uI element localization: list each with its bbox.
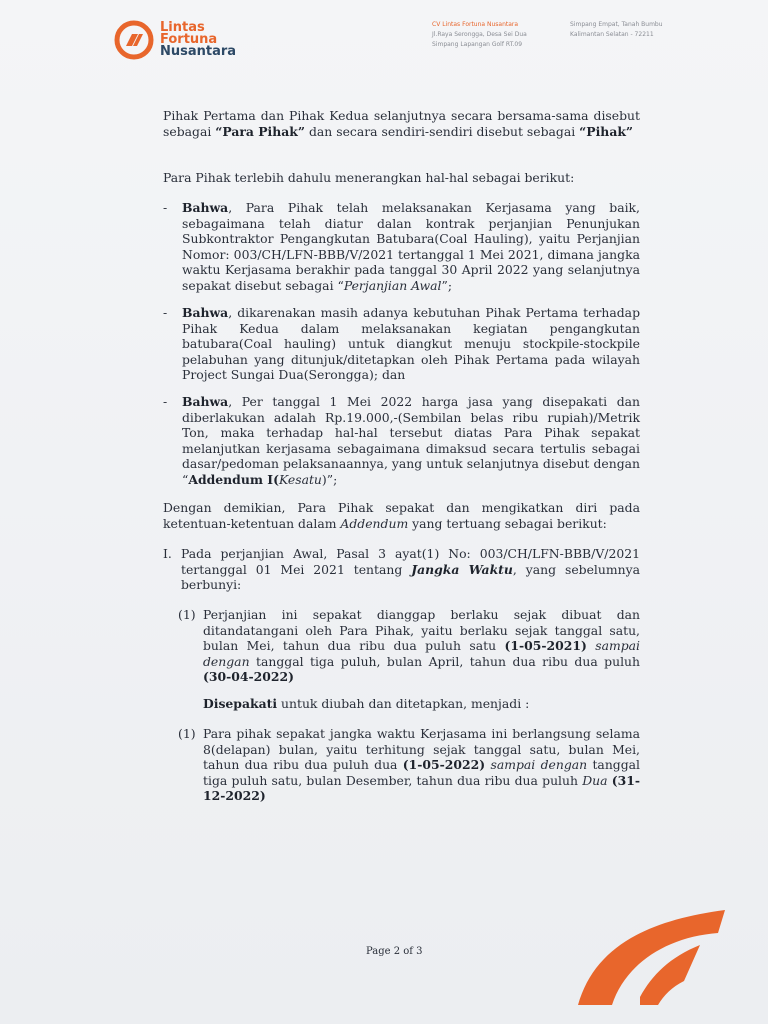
address-line-2: Simpang Lapangan Golf RT.09 (432, 41, 523, 48)
logo-ring-icon (112, 18, 156, 62)
old-clause-b: tanggal tiga puluh, bulan April, tahun dua ribu dua puluh (249, 653, 640, 669)
bullet-dash-1: - (163, 200, 168, 215)
changed-text: untuk diubah dan ditetapkan, menjadi : (277, 696, 530, 711)
company-name: CV Lintas Fortuna Nusantara (432, 21, 519, 28)
logo-wordmark (160, 22, 236, 58)
recital-2-lead: Bahwa (182, 305, 229, 320)
old-clause-text (203, 607, 640, 685)
bullet-dash-2: - (163, 305, 168, 320)
kesatu-term: Kesatu (278, 471, 322, 487)
recital-2 (182, 305, 640, 383)
new-clause-number: (1) (178, 726, 196, 741)
recital-3 (182, 394, 640, 487)
recital-3-end: )”; (321, 471, 338, 487)
new-end-date: (31-12-2022) (203, 772, 640, 803)
company-region-block (570, 20, 663, 40)
recital-1-lead: Bahwa (182, 200, 229, 215)
recital-1 (182, 200, 640, 293)
recital-3-text: , Per tanggal 1 Mei 2022 harga jasa yang disepakati dan diberlakukan adalah Rp.19.000,-(Sembilan belas ribu rupiah)/Metrik Ton, maka terhadap hal-hal tersebut diatas Para Pihak sepakat melanjutkan kerjasama sebagaimana dimaksud secara tertulis sebagai dasar/pedoman pelaksanaannya, yang untuk selanjutnya disebut dengan “ (182, 394, 640, 487)
brand-corner-mark-icon (560, 905, 730, 1005)
addendum-italic: Addendum (340, 515, 409, 531)
agreement-text: Dengan demikian, Para Pihak sepakat dan mengikatkan diri pada ketentuan-ketentuan dalam (163, 500, 640, 531)
perjanjian-awal-term: Perjanjian Awal (343, 277, 442, 293)
intro-text: Pihak Pertama dan Pihak Kedua selanjutnya secara bersama-sama disebut sebagai (163, 108, 640, 139)
item-I-text-c: , yang sebelumnya berbunyi: (181, 561, 640, 592)
item-I-text (181, 546, 640, 593)
agreement-text-2: yang tertuang sebagai berikut: (408, 515, 607, 531)
para-pihak-term: “Para Pihak” (215, 123, 306, 139)
recitals-intro: Para Pihak terlebih dahulu menerangkan hal-hal sebagai berikut: (163, 170, 575, 185)
page-number: Page 2 of 3 (366, 946, 423, 957)
old-clause-number: (1) (178, 607, 196, 622)
company-logo (112, 18, 236, 62)
changed-statement (203, 696, 640, 712)
recital-1-text: , Para Pihak telah melaksanakan Kerjasama yang baik, sebagaimana telah diatur dalan kontrak perjanjian Penunjukan Subkontraktor Pengangkutan Batubara(Coal Hauling), yaitu Perjanjian Nomor: 003/CH/LFN-BBB/V/2021 tertanggal 1 Mei 2021, dimana jangka waktu Kerjasama berakhir pada tanggal 30 April 2022 yang selanjutnya sepakat disebut sebagai “ (182, 200, 640, 293)
recital-1-end: ”; (441, 277, 453, 293)
region-line-1: Simpang Empat, Tanah Bumbu (570, 21, 663, 28)
sampai-dengan: sampai dengan (203, 638, 641, 669)
agreement-paragraph (163, 500, 640, 531)
old-end-date: (30-04-2022) (203, 669, 294, 684)
jangka-waktu-term: Jangka Waktu (411, 561, 513, 577)
new-start-date: (1-05-2022) (402, 757, 486, 772)
item-number-I: I. (163, 546, 172, 561)
addendum-paren: ( (273, 471, 279, 487)
recital-2-text: , dikarenakan masih adanya kebutuhan Pihak Pertama terhadap Pihak Kedua dalam melaksanakan kegiatan pengangkutan batubara(Coal hauling) untuk diangkut menuju stockpile-stockpile pelabuhan yang ditunjuk/ditetapkan oleh Pihak Pertama pada wilayah Project Sungai Dua(Serongga); dan (182, 305, 640, 382)
new-clause-a: Para pihak sepakat jangka waktu Kerjasama ini berlangsung selama 8(delapan) bulan, yaitu terhitung sejak tanggal satu, bulan Mei, tahun dua ribu dua puluh dua (203, 726, 640, 772)
pihak-term: “Pihak” (579, 123, 634, 139)
intro-text-2: dan secara sendiri-sendiri disebut sebagai (305, 123, 580, 139)
logo-line-2: Fortuna (160, 32, 218, 47)
logo-line-3: Nusantara (160, 44, 237, 59)
address-line-1: Jl.Raya Serongga, Desa Sei Dua (432, 31, 527, 38)
addendum-term: Addendum I (188, 471, 274, 487)
dua-term: Dua (582, 772, 608, 788)
company-address-block (432, 20, 527, 50)
logo-line-1: Lintas (160, 20, 205, 35)
sampai-dengan-2: sampai dengan (485, 757, 588, 772)
recital-3-lead: Bahwa (182, 394, 229, 409)
old-clause-a: Perjanjian ini sepakat dianggap berlaku sejak dibuat dan ditandatangani oleh Para Pihak, yaitu berlaku sejak tanggal satu, bulan Mei, tahun dua ribu dua puluh satu (203, 607, 640, 653)
new-clause-b: tanggal tiga puluh satu, bulan Desember, tahun dua ribu dua puluh (203, 757, 641, 788)
region-line-2: Kalimantan Selatan - 72211 (570, 31, 654, 38)
intro-paragraph (163, 108, 640, 139)
item-I-text-a: Pada perjanjian Awal, Pasal 3 ayat(1) No: 003/CH/LFN-BBB/V/2021 tertanggal 01 Mei 2021 tentang (181, 546, 640, 577)
disepakati-term: Disepakati (203, 696, 278, 711)
bullet-dash-3: - (163, 394, 168, 409)
old-start-date: (1-05-2021) (504, 638, 587, 653)
new-clause-text (203, 726, 640, 804)
